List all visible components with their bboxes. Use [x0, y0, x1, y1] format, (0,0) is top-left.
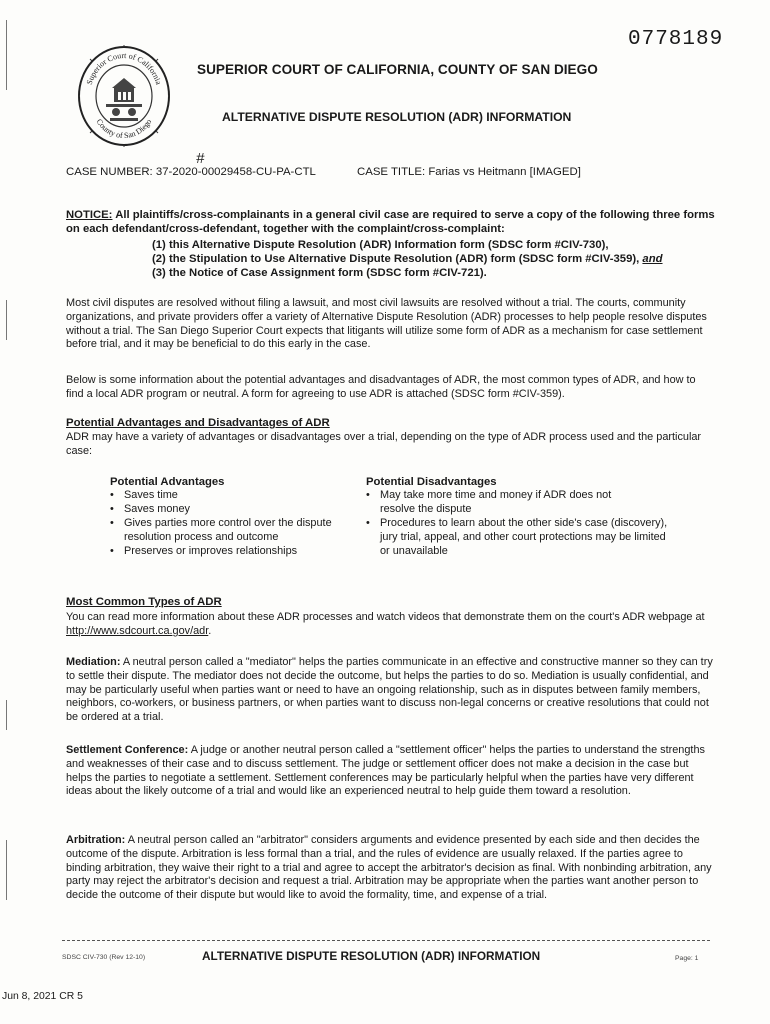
case-number-label: CASE NUMBER: [66, 166, 153, 178]
case-number [66, 166, 316, 178]
arbitration-paragraph [66, 834, 716, 903]
settlement-paragraph [66, 744, 716, 799]
form-title: ALTERNATIVE DISPUTE RESOLUTION (ADR) INFORMATION [222, 110, 572, 124]
advantages-column [110, 476, 360, 558]
filing-stamp: Jun 8, 2021 CR 5 [2, 991, 83, 1002]
arbitration-text: A neutral person called an "arbitrator" considers arguments and evidence presented by each side and then decides the outcome of the dispute. Arbitration is less formal than a trial, and the rules of evidence are usually relaxed. If the parties agree to binding arbitration, they waive their right to a trial and agree to accept the arbitrator's decision as final. With nonbinding arbitration, any party may reject the arbitrator's decision and request a trial. Arbitration may be appropriate when the parties want another person to decide the outcome of their dispute but would like to avoid the formality, time, and expense of a trial. [66, 834, 712, 902]
list-item-continuation: or unavailable [380, 545, 448, 557]
list-item: • Preserves or improves relationships [110, 544, 360, 558]
notice [66, 209, 726, 237]
disadvantages-column [366, 476, 711, 558]
case-number-value: 37-2020-00029458-CU-PA-CTL [155, 166, 316, 178]
advantages-intro: ADR may have a variety of advantages or disadvantages over a trial, depending on the type of ADR process used and the particular case: [66, 431, 702, 457]
case-title-value: Farias vs Heitmann [IMAGED] [428, 166, 581, 178]
required-form-item: (3) the Notice of Case Assignment form (SDSC form #CIV-721). [152, 267, 487, 279]
list-item: • Procedures to learn about the other side's case (discovery), [366, 516, 711, 530]
mediation-text: A neutral person called a "mediator" helps the parties communicate in an effective and constructive manner so they can try to settle their dispute. The mediator does not decide the outcome, but helps the parties to do so. Mediation is usually confidential, and may be particularly useful when parties want or need to have an ongoing relationship, such as in disputes between family members, neighbors, co-workers, or business partners, or when parties want to discuss non-legal concerns or creative resolutions that could not be ordered at a trial. [66, 656, 713, 724]
handwritten-mark: # [196, 150, 205, 167]
footer-divider [62, 940, 710, 941]
document-number: 0778189 [628, 28, 724, 51]
case-title-label: CASE TITLE: [357, 166, 426, 178]
mediation-label: Mediation: [66, 656, 121, 668]
footer-title: ALTERNATIVE DISPUTE RESOLUTION (ADR) INFORMATION [202, 949, 541, 963]
svg-text:Superior Court of California: Superior Court of California [84, 50, 164, 86]
list-item: • Gives parties more control over the dispute [110, 516, 360, 530]
form-code: SDSC CIV-730 (Rev 12-10) [62, 954, 146, 961]
required-form-item: (2) the Stipulation to Use Alternative Dispute Resolution (ADR) form (SDSC form #CIV-359), and [152, 253, 663, 265]
arbitration-label: Arbitration: [66, 834, 126, 846]
disadvantages-title: Potential Disadvantages [366, 476, 497, 488]
intro-paragraph-2: Below is some information about the potential advantages and disadvantages of ADR, the most common types of ADR, and how to find a local ADR program or neutral. A form for agreeing to use ADR is attached (SDSC form #CIV-359). [66, 374, 696, 400]
advantages-title: Potential Advantages [110, 476, 225, 488]
required-forms-list [152, 238, 663, 280]
adr-types-intro: You can read more information about these ADR processes and watch videos that demonstrate them on the court's ADR webpage at http://www.sdcourt.ca.gov/adr. [66, 611, 705, 637]
list-item-continuation: resolve the dispute [380, 503, 472, 515]
adr-types-heading: Most Common Types of ADR [66, 596, 222, 608]
list-item: • May take more time and money if ADR does not [366, 488, 711, 502]
page-number: Page: 1 [675, 955, 699, 962]
settlement-text: A judge or another neutral person called a "settlement officer" helps the parties to understand the strengths and weaknesses of their case and to discuss settlement. The judge or settlement officer does not make a decision in the case but helps the parties to negotiate a settlement. Settlement conferences may be particularly helpful when the parties have very different ideas about the likely outcome of a trial and would like an experienced neutral to help guide them toward a resolution. [66, 744, 705, 798]
notice-text: All plaintiffs/cross-complainants in a general civil case are required to serve a copy of the following three forms on each defendant/cross-defendant, together with the complaint/cross-complaint: [66, 209, 715, 235]
disadvantages-list [366, 488, 711, 558]
adr-types-text: You can read more information about these ADR processes and watch videos that demonstrate them on the court's ADR webpage at [66, 611, 705, 623]
adr-webpage-link[interactable]: http://www.sdcourt.ca.gov/adr [66, 624, 209, 637]
list-item: • Saves time [110, 488, 360, 502]
intro-paragraph: Most civil disputes are resolved without filing a lawsuit, and most civil lawsuits are resolved without a trial. The courts, community organizations, and private providers offer a variety of Alternative Dispute Resolution (ADR) processes to help people resolve disputes without a trial. The San Diego Superior Court expects that litigants will utilize some form of ADR as a mechanism for case settlement before trial, and it may be beneficial to do this early in the case. [66, 297, 707, 351]
advantages-heading: Potential Advantages and Disadvantages of ADR [66, 417, 330, 429]
svg-text:County of San Diego: County of San Diego [94, 117, 154, 141]
court-name: SUPERIOR COURT OF CALIFORNIA, COUNTY OF SAN DIEGO [197, 62, 598, 77]
and-connector: and [642, 253, 663, 265]
court-seal-icon [76, 44, 172, 148]
list-item: • Saves money [110, 502, 360, 516]
list-item-continuation: resolution process and outcome [124, 531, 279, 543]
scan-edge-mark [6, 20, 7, 90]
scan-edge-mark [6, 840, 7, 900]
settlement-label: Settlement Conference: [66, 744, 189, 756]
required-form-item: (1) this Alternative Dispute Resolution (ADR) Information form (SDSC form #CIV-730), [152, 239, 609, 251]
mediation-paragraph [66, 656, 716, 725]
case-title [357, 166, 581, 178]
notice-label: NOTICE: [66, 209, 113, 221]
scan-edge-mark [6, 700, 7, 730]
scan-edge-mark [6, 300, 7, 340]
advantages-list [110, 488, 360, 558]
list-item-continuation: jury trial, appeal, and other court protections may be limited [380, 531, 666, 543]
